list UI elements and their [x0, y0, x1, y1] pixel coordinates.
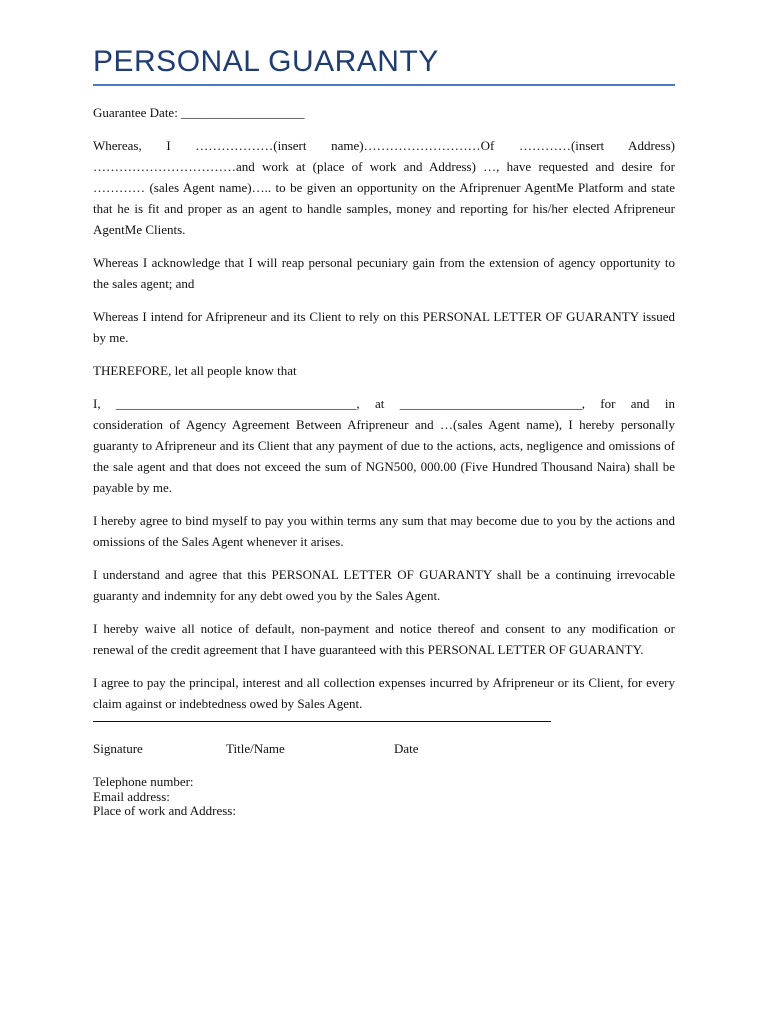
paragraph-whereas-intro: Whereas, I ………………(insert name)………………………Of …………(insert Address) ……………………………and work at (place of work and Address) …, have requested and desire for ………… (sales Agent name)….. to be given an opportunity on the Afriprenuer AgentMe Platform and state that he is fit and proper as an agent to handle samples, money and reporting for his/her elected Afripreneur AgentMe Clients.	[93, 138, 675, 237]
email-label: Email address:	[93, 788, 170, 804]
paragraph-guarantor-declaration: I, _____________________________________, at ____________________________, for and in consideration of Agency Agreement Between Afripreneur and …(sales Agent name), I hereby personally guaranty to Afripreneur and its Client that any payment of due to the actions, acts, negligence and omissions of the sale agent and that does not exceed the sum of NGN500, 000.00 (Five Hundred Thousand Naira) shall be payable by me.	[93, 396, 675, 495]
date-label: Date	[394, 741, 419, 756]
paragraph-therefore: THEREFORE, let all people know that	[93, 363, 297, 378]
title-underline	[93, 84, 675, 86]
signature-line	[93, 721, 551, 722]
document-title: PERSONAL GUARANTY	[93, 45, 439, 78]
guarantee-date-line: Guarantee Date: ___________________	[93, 105, 305, 120]
paragraph-bind-myself: I hereby agree to bind myself to pay you within terms any sum that may become due to you by the actions and omissions of the Sales Agent whenever it arises.	[93, 513, 675, 549]
paragraph-agree-to-pay: I agree to pay the principal, interest and all collection expenses incurred by Afripreneur or its Client, for every claim against or indebtedness owed by Sales Agent.	[93, 675, 675, 711]
paragraph-continuing-guaranty: I understand and agree that this PERSONAL LETTER OF GUARANTY shall be a continuing irrevocable guaranty and indemnity for any debt owed you by the Sales Agent.	[93, 567, 675, 603]
paragraph-waive-notice: I hereby waive all notice of default, non-payment and notice thereof and consent to any modification or renewal of the credit agreement that I have guaranteed with this PERSONAL LETTER OF GUARANTY.	[93, 621, 675, 657]
telephone-label: Telephone number:	[93, 774, 194, 789]
paragraph-whereas-acknowledge: Whereas I acknowledge that I will reap personal pecuniary gain from the extension of agency opportunity to the sales agent; and	[93, 255, 675, 291]
paragraph-whereas-intend: Whereas I intend for Afripreneur and its Client to rely on this PERSONAL LETTER OF GUARANTY issued by me.	[93, 309, 675, 345]
place-of-work-label: Place of work and Address:	[93, 803, 236, 818]
document-body	[93, 102, 675, 726]
title-name-label: Title/Name	[226, 741, 285, 756]
contact-fields	[93, 775, 236, 819]
signature-label: Signature	[93, 741, 143, 756]
